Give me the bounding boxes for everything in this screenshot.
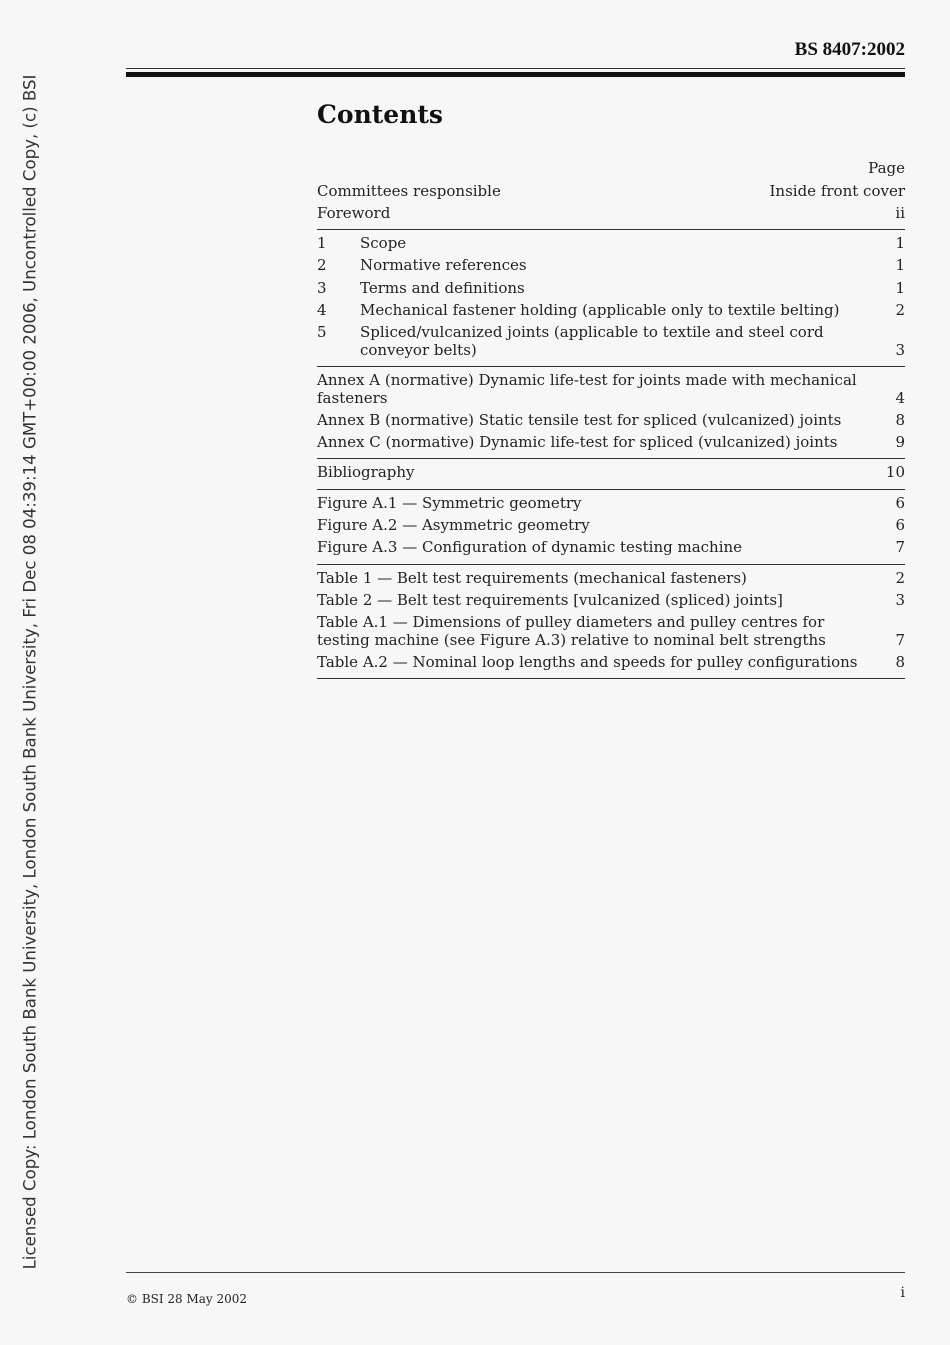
toc-entry-page: 1 bbox=[895, 234, 905, 253]
toc-entry-label: Annex B (normative) Static tensile test for spliced (vulcanized) joints bbox=[317, 410, 842, 429]
header-rule-thick bbox=[126, 72, 905, 77]
toc-entry-page: 2 bbox=[895, 300, 905, 319]
footer-rule bbox=[126, 1272, 905, 1273]
footer-copyright: © BSI 28 May 2002 bbox=[126, 1292, 248, 1306]
toc-entry-page: 8 bbox=[895, 653, 905, 672]
footer-page-number: i bbox=[900, 1285, 905, 1301]
toc-group bbox=[317, 495, 905, 565]
toc-entry-page: 4 bbox=[895, 388, 905, 407]
toc-group bbox=[317, 372, 905, 459]
toc-entry-page: 6 bbox=[895, 516, 905, 535]
toc-entry[interactable] bbox=[317, 302, 905, 320]
toc-entry-page: 6 bbox=[895, 493, 905, 512]
toc-group bbox=[317, 183, 905, 231]
page-column-heading: Page bbox=[868, 159, 905, 177]
toc-entry-label: Spliced/vulcanized joints (applicable to textile and steel cord conveyor belts) bbox=[360, 323, 824, 359]
toc-entry[interactable] bbox=[317, 257, 905, 275]
toc-group bbox=[317, 464, 905, 489]
toc-entry-label: Figure A.2 — Asymmetric geometry bbox=[317, 516, 590, 535]
toc-entry-label: Table 1 — Belt test requirements (mechanical fasteners) bbox=[317, 568, 747, 587]
toc-entry-number: 5 bbox=[317, 323, 327, 342]
license-watermark: Licensed Copy: London South Bank University, London South Bank University, Fri Dec 08 04:39:14 GMT+00:00 2006, Uncontrolled Copy, (c) BSI bbox=[20, 74, 40, 1270]
toc-entry-page: Inside front cover bbox=[769, 181, 905, 200]
toc-entry-page: 7 bbox=[895, 538, 905, 557]
toc-entry-page: 1 bbox=[895, 256, 905, 275]
toc-entry-page: ii bbox=[895, 203, 905, 222]
toc-entry-label: Scope bbox=[360, 234, 407, 253]
toc-entry[interactable] bbox=[317, 517, 905, 535]
toc-entry-number: 2 bbox=[317, 256, 327, 275]
toc-entry-page: 3 bbox=[895, 340, 905, 359]
toc-entry-label: Bibliography bbox=[317, 463, 415, 482]
toc-entry-label: Table A.2 — Nominal loop lengths and speeds for pulley configurations bbox=[317, 653, 858, 672]
toc-group bbox=[317, 235, 905, 367]
toc-entry-label: Annex C (normative) Dynamic life-test for spliced (vulcanized) joints bbox=[317, 433, 838, 452]
toc-entry-page: 2 bbox=[895, 568, 905, 587]
page-title: Contents bbox=[317, 100, 444, 129]
toc-entry-page: 9 bbox=[895, 433, 905, 452]
toc-entry[interactable] bbox=[317, 614, 905, 649]
toc-entry[interactable] bbox=[317, 539, 905, 557]
toc-entry-label: Table 2 — Belt test requirements [vulcanized (spliced) joints] bbox=[317, 590, 783, 609]
toc-entry[interactable] bbox=[317, 235, 905, 253]
toc-entry[interactable] bbox=[317, 324, 905, 359]
toc-entry-label: Mechanical fastener holding (applicable only to textile belting) bbox=[360, 300, 840, 319]
toc-entry-number: 1 bbox=[317, 234, 327, 253]
toc-entry-page: 10 bbox=[885, 463, 905, 482]
toc-entry[interactable] bbox=[317, 570, 905, 588]
toc-entry[interactable] bbox=[317, 495, 905, 513]
toc-entry[interactable] bbox=[317, 412, 905, 430]
toc-groups bbox=[317, 183, 905, 680]
toc-entry-label: Committees responsible bbox=[317, 181, 501, 200]
toc-entry-label: Foreword bbox=[317, 203, 391, 222]
toc-entry-page: 8 bbox=[895, 410, 905, 429]
toc-entry-label: Terms and definitions bbox=[360, 278, 525, 297]
toc-entry-label: Figure A.1 — Symmetric geometry bbox=[317, 493, 582, 512]
toc-entry-number: 4 bbox=[317, 300, 327, 319]
toc-entry[interactable] bbox=[317, 280, 905, 298]
toc-entry[interactable] bbox=[317, 372, 905, 407]
toc-entry[interactable] bbox=[317, 654, 905, 672]
document-id: BS 8407:2002 bbox=[794, 39, 905, 60]
toc-entry-label: Annex A (normative) Dynamic life-test for joints made with mechanical fasteners bbox=[317, 371, 857, 407]
toc-group bbox=[317, 570, 905, 680]
toc-entry[interactable] bbox=[317, 205, 905, 223]
toc-entry-label: Normative references bbox=[360, 256, 527, 275]
toc-entry-number: 3 bbox=[317, 278, 327, 297]
header-rule-thin bbox=[126, 68, 905, 69]
toc-entry[interactable] bbox=[317, 183, 905, 201]
toc-entry[interactable] bbox=[317, 464, 905, 482]
toc-entry[interactable] bbox=[317, 434, 905, 452]
toc-entry-page: 3 bbox=[895, 590, 905, 609]
toc-entry-label: Table A.1 — Dimensions of pulley diameters and pulley centres for testing machine (see Figure A.3) relative to nominal belt strengths bbox=[317, 613, 826, 649]
table-of-contents bbox=[317, 160, 905, 684]
toc-entry-label: Figure A.3 — Configuration of dynamic testing machine bbox=[317, 538, 743, 557]
toc-entry[interactable] bbox=[317, 592, 905, 610]
toc-entry-page: 1 bbox=[895, 278, 905, 297]
toc-entry-page: 7 bbox=[895, 630, 905, 649]
